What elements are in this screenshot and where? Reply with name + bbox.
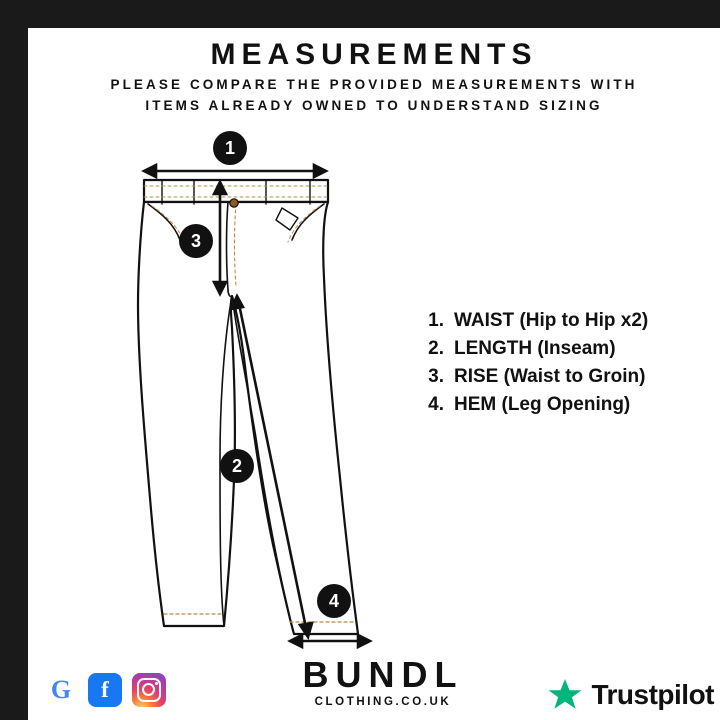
hem-arrow-left [290,635,302,647]
legend-label-4: HEM (Leg Opening) [454,394,631,415]
measurement-card [28,28,720,720]
subtitle-line-1: PLEASE COMPARE THE PROVIDED MEASUREMENTS WITH [110,77,638,92]
marker-badge-2: 2 [220,449,254,483]
legend-number-3: 3. [428,366,444,387]
subtitle-line-2: ITEMS ALREADY OWNED TO UNDERSTAND SIZING [145,98,603,113]
legend-number-4: 4. [428,394,444,415]
measurement-legend [424,310,714,422]
marker-badge-1: 1 [213,131,247,165]
brand-logo [273,656,493,708]
legend-label-1: WAIST (Hip to Hip x2) [454,310,649,331]
google-icon[interactable]: G [44,673,78,707]
waist-button [230,199,238,207]
waist-arrow-right [314,165,326,177]
legend-item-hem [424,394,714,416]
trustpilot-badge[interactable] [546,676,714,714]
legend-number-2: 2. [428,338,444,359]
trustpilot-label: Trustpilot [591,679,714,710]
instagram-icon[interactable] [132,673,166,707]
legend-label-3: RISE (Waist to Groin) [454,366,646,387]
legend-item-length [424,338,714,360]
page-title: MEASUREMENTS [210,38,538,71]
marker-badge-3: 3 [179,224,213,258]
waist-arrow-left [144,165,156,177]
instagram-frame [137,678,161,702]
legend-item-rise [424,366,714,388]
legend-item-waist [424,310,714,332]
brand-domain: CLOTHING.CO.UK [314,696,452,708]
trustpilot-star-icon [546,676,584,714]
social-links [44,673,166,707]
hem-arrow-right [358,635,370,647]
legend-label-2: LENGTH (Inseam) [454,338,616,359]
instagram-lens [142,683,155,696]
marker-badge-4: 4 [317,584,351,618]
instagram-dot [155,682,158,685]
brand-name: BUNDL [302,654,464,695]
jeans-body [138,202,358,634]
facebook-icon[interactable]: f [88,673,122,707]
legend-number-1: 1. [428,310,444,331]
